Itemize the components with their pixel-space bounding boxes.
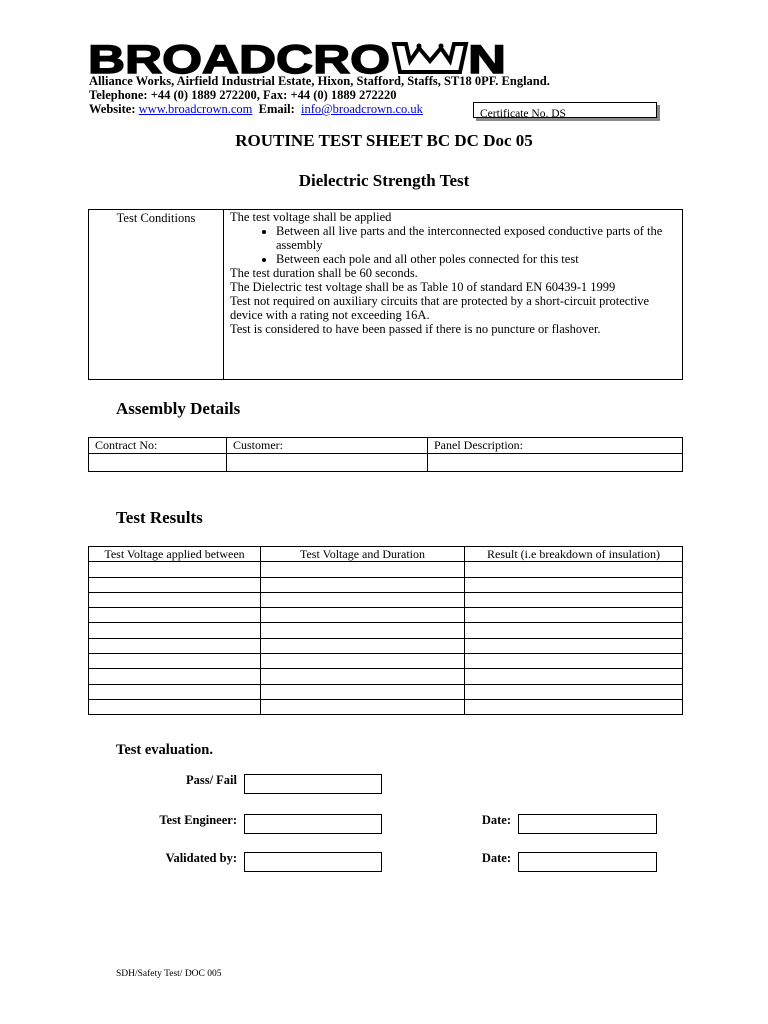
- conditions-bullet: • Between each pole and all other poles connected for this test: [276, 252, 676, 266]
- broadcrown-logo-graphic: [88, 41, 506, 75]
- results-cell[interactable]: [465, 699, 683, 714]
- results-cell[interactable]: [465, 623, 683, 638]
- results-cell[interactable]: [261, 638, 465, 653]
- test-conditions-label: Test Conditions: [89, 210, 224, 380]
- results-cell[interactable]: [89, 562, 261, 577]
- results-cell[interactable]: [261, 699, 465, 714]
- results-row: [89, 699, 683, 714]
- results-row: [89, 623, 683, 638]
- customer-header: Customer:: [227, 438, 428, 454]
- results-cell[interactable]: [465, 577, 683, 592]
- results-cell[interactable]: [89, 608, 261, 623]
- results-row: [89, 654, 683, 669]
- conditions-bullet: • Between all live parts and the interconnected exposed conductive parts of the assembly: [276, 224, 676, 252]
- test-engineer-field[interactable]: [244, 814, 382, 834]
- result-header: Result (i.e breakdown of insulation): [465, 547, 683, 562]
- assembly-table: [88, 437, 683, 472]
- page-title: ROUTINE TEST SHEET BC DC Doc 05: [235, 131, 533, 150]
- broadcrown-logo: [88, 41, 506, 75]
- results-cell[interactable]: [89, 638, 261, 653]
- conditions-line: The Dielectric test voltage shall be as Table 10 of standard EN 60439-1 1999: [230, 280, 616, 294]
- email-label: Email:: [258, 102, 295, 116]
- conditions-bullets: [230, 224, 676, 266]
- results-cell[interactable]: [89, 684, 261, 699]
- results-cell[interactable]: [261, 669, 465, 684]
- page-subtitle: Dielectric Strength Test: [298, 171, 470, 190]
- results-cell[interactable]: [465, 592, 683, 607]
- conditions-intro: The test voltage shall be applied: [230, 210, 392, 224]
- date-label-2: Date:: [481, 851, 511, 865]
- certificate-box[interactable]: [473, 102, 657, 118]
- results-row: [89, 684, 683, 699]
- results-cell[interactable]: [89, 623, 261, 638]
- results-heading: Test Results: [116, 508, 203, 527]
- test-conditions-table: [88, 209, 683, 380]
- validated-by-field[interactable]: [244, 852, 382, 872]
- results-cell[interactable]: [465, 562, 683, 577]
- results-row: [89, 577, 683, 592]
- test-engineer-label: Test Engineer:: [159, 813, 237, 827]
- phone-line: Telephone: +44 (0) 1889 272200, Fax: +44 (0) 1889 272220: [89, 88, 397, 102]
- results-row: [89, 608, 683, 623]
- results-cell[interactable]: [89, 577, 261, 592]
- date-field-2[interactable]: [518, 852, 657, 872]
- results-cell[interactable]: [261, 684, 465, 699]
- logo-text-right: N: [468, 41, 506, 75]
- address-line: Alliance Works, Airfield Industrial Estate, Hixon, Stafford, Staffs, ST18 0PF. England.: [89, 74, 550, 88]
- conditions-line: Test is considered to have been passed if there is no puncture or flashover.: [230, 322, 601, 336]
- results-row: [89, 592, 683, 607]
- conditions-line: Test not required on auxiliary circuits that are protected by a short-circuit protective device with a rating not exceeding 16A.: [230, 294, 650, 322]
- results-cell[interactable]: [465, 608, 683, 623]
- crown-icon: [394, 44, 466, 73]
- results-cell[interactable]: [261, 654, 465, 669]
- test-conditions-body: [224, 210, 683, 380]
- results-row: [89, 638, 683, 653]
- validated-by-label: Validated by:: [165, 851, 237, 865]
- results-cell[interactable]: [465, 654, 683, 669]
- results-cell[interactable]: [89, 592, 261, 607]
- voltage-between-header: Test Voltage applied between: [89, 547, 261, 562]
- evaluation-heading: Test evaluation.: [116, 742, 213, 758]
- contract-no-field[interactable]: [89, 454, 227, 472]
- website-label: Website:: [89, 102, 136, 116]
- panel-description-header: Panel Description:: [428, 438, 683, 454]
- date-label-1: Date:: [481, 813, 511, 827]
- voltage-duration-header: Test Voltage and Duration: [261, 547, 465, 562]
- results-cell[interactable]: [465, 638, 683, 653]
- footer-doc-ref: SDH/Safety Test/ DOC 005: [116, 969, 222, 979]
- results-cell[interactable]: [261, 608, 465, 623]
- results-cell[interactable]: [465, 684, 683, 699]
- results-cell[interactable]: [465, 669, 683, 684]
- web-line: [89, 102, 423, 117]
- results-cell[interactable]: [89, 699, 261, 714]
- results-cell[interactable]: [89, 654, 261, 669]
- email-link[interactable]: info@broadcrown.co.uk: [301, 102, 423, 116]
- date-field-1[interactable]: [518, 814, 657, 834]
- results-row: [89, 669, 683, 684]
- results-row: [89, 562, 683, 577]
- results-cell[interactable]: [261, 577, 465, 592]
- results-cell[interactable]: [89, 669, 261, 684]
- customer-field[interactable]: [227, 454, 428, 472]
- pass-fail-field[interactable]: [244, 774, 382, 794]
- assembly-heading: Assembly Details: [116, 399, 241, 418]
- results-table: [88, 546, 683, 715]
- panel-description-field[interactable]: [428, 454, 683, 472]
- results-cell[interactable]: [261, 592, 465, 607]
- pass-fail-label: Pass/ Fail: [185, 773, 237, 787]
- results-cell[interactable]: [261, 623, 465, 638]
- website-link[interactable]: www.broadcrown.com: [138, 102, 253, 116]
- logo-text-left: BROADCRO: [88, 41, 390, 75]
- contract-no-header: Contract No:: [89, 438, 227, 454]
- conditions-line: The test duration shall be 60 seconds.: [230, 266, 418, 280]
- certificate-label: Certificate No. DS: [480, 108, 566, 118]
- results-cell[interactable]: [261, 562, 465, 577]
